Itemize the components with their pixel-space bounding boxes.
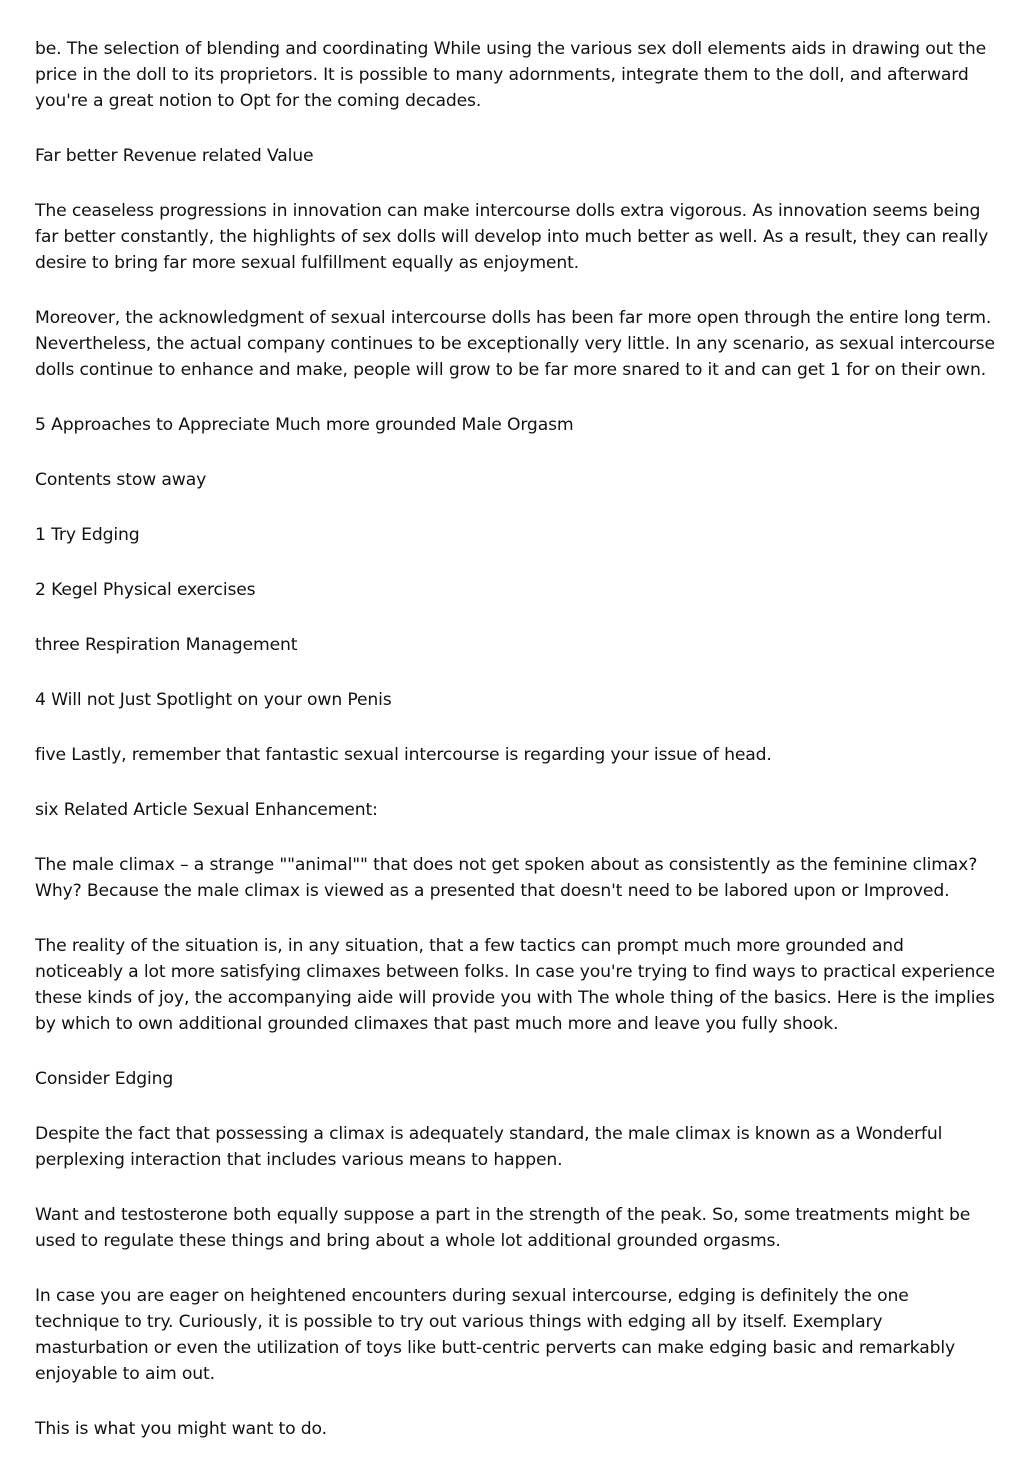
paragraph-want-testosterone: Want and testosterone both equally suppose a part in the strength of the peak. So, some treatments might be used to regulate these things and bring about a whole lot additional grounded orgasms. (35, 1205, 971, 1251)
paragraph-male-climax: The male climax – a strange ""animal"" that does not get spoken about as consistently as the feminine climax? Why? Because the male climax is viewed as a presented that doesn't need to be labored upon or Improved. (35, 855, 978, 901)
contents-label: Contents stow away (35, 470, 207, 490)
paragraph-closing: This is what you might want to do. (35, 1419, 327, 1439)
contents-item-5: five Lastly, remember that fantastic sexual intercourse is regarding your issue of head. (35, 745, 772, 765)
contents-item-4: 4 Will not Just Spotlight on your own Penis (35, 690, 392, 710)
heading-revenue-value: Far better Revenue related Value (35, 146, 314, 166)
contents-item-3: three Respiration Management (35, 635, 298, 655)
paragraph-innovation: The ceaseless progressions in innovation can make intercourse dolls extra vigorous. As innovation seems being far better constantly, the highlights of sex dolls will develop into much better as well. As a result, they can really desire to bring far more sexual fulfillment equally as enjoyment. (35, 201, 989, 273)
paragraph-edging-technique: In case you are eager on heightened encounters during sexual intercourse, edging is definitely the one technique to try. Curiously, it is possible to try out various things with edging all by itself. Exemplary masturbation or even the utilization of toys like butt-centric perverts can make edging basic and remarkably enjoyable to aim out. (35, 1286, 956, 1384)
contents-item-1: 1 Try Edging (35, 525, 140, 545)
contents-item-6: six Related Article Sexual Enhancement: (35, 800, 378, 820)
heading-approaches: 5 Approaches to Appreciate Much more grounded Male Orgasm (35, 415, 574, 435)
contents-item-2: 2 Kegel Physical exercises (35, 580, 256, 600)
paragraph-intro: be. The selection of blending and coordinating While using the various sex doll elements aids in drawing out the price in the doll to its proprietors. It is possible to many adornments, integrate them to the doll, and afterward you're a great notion to Opt for the coming decades. (35, 39, 987, 111)
document-page (35, 36, 995, 1471)
paragraph-acknowledgment: Moreover, the acknowledgment of sexual intercourse dolls has been far more open through the entire long term. Nevertheless, the actual company continues to be exceptionally very little. In any scenario, as sexual intercourse dolls continue to enhance and make, people will grow to be far more snared to it and can get 1 for on their own. (35, 308, 995, 380)
heading-consider-edging: Consider Edging (35, 1069, 174, 1089)
paragraph-despite: Despite the fact that possessing a climax is adequately standard, the male climax is known as a Wonderful perplexing interaction that includes various means to happen. (35, 1124, 943, 1170)
paragraph-reality: The reality of the situation is, in any situation, that a few tactics can prompt much more grounded and noticeably a lot more satisfying climaxes between folks. In case you're trying to find ways to practical experience these kinds of joy, the accompanying aide will provide you with The whole thing of the basics. Here is the implies by which to own additional grounded climaxes that past much more and leave you fully shook. (35, 936, 995, 1034)
